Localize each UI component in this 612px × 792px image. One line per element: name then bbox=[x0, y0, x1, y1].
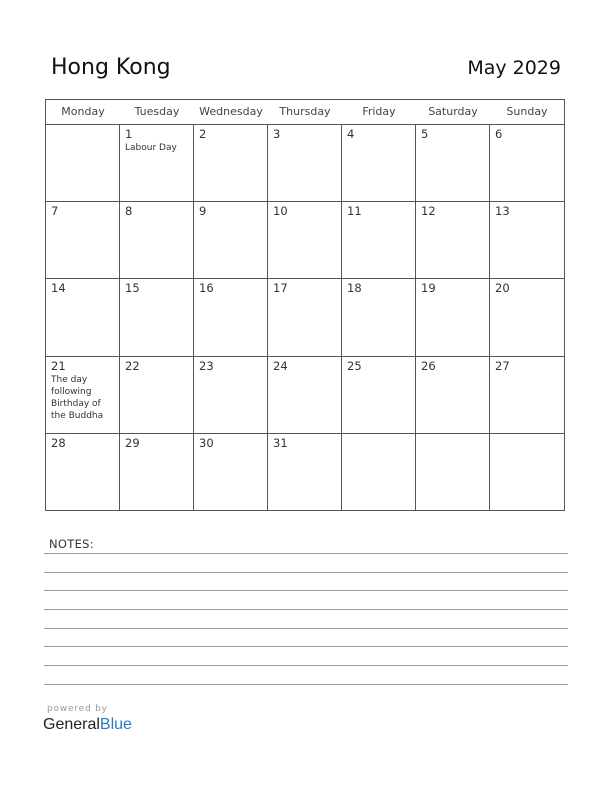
day-cell bbox=[120, 434, 194, 511]
day-number: 1 bbox=[125, 127, 133, 141]
day-number: 29 bbox=[125, 435, 140, 450]
day-cell bbox=[490, 125, 564, 202]
weekday-label: Sunday bbox=[506, 105, 548, 118]
day-cell bbox=[46, 202, 120, 279]
day-number: 27 bbox=[495, 358, 510, 373]
day-number: 18 bbox=[347, 281, 362, 296]
day-number: 2 bbox=[199, 127, 207, 141]
day-cell bbox=[416, 202, 490, 279]
day-number: 31 bbox=[273, 435, 288, 450]
day-cell bbox=[268, 125, 342, 202]
month-year-title: May 2029 bbox=[467, 57, 561, 79]
day-cell bbox=[490, 202, 564, 279]
weekday-label: Friday bbox=[362, 105, 396, 118]
note-line bbox=[44, 609, 568, 610]
day-number: 28 bbox=[51, 435, 66, 450]
day-cell bbox=[416, 125, 490, 202]
day-number: 26 bbox=[421, 358, 436, 373]
day-cell bbox=[120, 357, 194, 434]
day-cell bbox=[268, 202, 342, 279]
day-number: 12 bbox=[421, 204, 436, 219]
day-cell bbox=[490, 434, 564, 511]
day-cell bbox=[120, 279, 194, 356]
day-number: 10 bbox=[273, 204, 288, 219]
day-number: 23 bbox=[199, 358, 214, 373]
holiday-label: The day following Birthday of the Buddha bbox=[51, 374, 104, 421]
weekday-label: Tuesday bbox=[134, 105, 180, 118]
day-cell bbox=[416, 434, 490, 511]
day-number: 22 bbox=[125, 358, 140, 373]
day-cell bbox=[490, 357, 564, 434]
day-cell bbox=[120, 125, 194, 202]
day-number: 30 bbox=[199, 435, 214, 450]
weekday-header bbox=[46, 100, 564, 125]
day-number: 21 bbox=[51, 358, 66, 373]
day-number: 25 bbox=[347, 358, 362, 373]
powered-by-text: powered by bbox=[47, 704, 108, 714]
day-number: 24 bbox=[273, 358, 288, 373]
day-cell bbox=[268, 279, 342, 356]
day-cell bbox=[490, 279, 564, 356]
brand-logo bbox=[43, 716, 132, 734]
weekday-label: Saturday bbox=[428, 105, 478, 118]
calendar-grid bbox=[45, 99, 565, 511]
brand-blue: Blue bbox=[99, 716, 132, 733]
brand-general: General bbox=[43, 716, 100, 733]
day-cell bbox=[268, 434, 342, 511]
note-line bbox=[44, 572, 568, 573]
day-cell bbox=[46, 279, 120, 356]
note-line bbox=[44, 684, 568, 685]
day-cell bbox=[46, 434, 120, 511]
note-line bbox=[44, 646, 568, 647]
day-number: 13 bbox=[495, 204, 510, 219]
day-cell bbox=[342, 125, 416, 202]
day-cell bbox=[268, 357, 342, 434]
weekday-label: Thursday bbox=[279, 105, 331, 118]
region-title: Hong Kong bbox=[51, 55, 171, 80]
day-cell bbox=[342, 279, 416, 356]
holiday-label: Labour Day bbox=[125, 143, 177, 153]
day-number: 19 bbox=[421, 281, 436, 296]
day-number: 14 bbox=[51, 281, 66, 296]
day-cell bbox=[342, 434, 416, 511]
day-number: 8 bbox=[125, 204, 133, 219]
day-number: 6 bbox=[495, 127, 503, 141]
day-number: 16 bbox=[199, 281, 214, 296]
day-cell bbox=[194, 125, 268, 202]
calendar-body bbox=[46, 125, 564, 511]
day-cell bbox=[46, 125, 120, 202]
note-line bbox=[44, 665, 568, 666]
note-line bbox=[44, 590, 568, 591]
day-number: 9 bbox=[199, 204, 207, 219]
weekday-label: Wednesday bbox=[199, 105, 263, 118]
day-number: 5 bbox=[421, 127, 429, 141]
day-number: 11 bbox=[347, 204, 362, 219]
day-number: 3 bbox=[273, 127, 281, 141]
day-number: 20 bbox=[495, 281, 510, 296]
day-cell bbox=[194, 357, 268, 434]
day-cell bbox=[416, 279, 490, 356]
day-cell bbox=[194, 202, 268, 279]
day-number: 4 bbox=[347, 127, 355, 141]
day-number: 17 bbox=[273, 281, 288, 296]
day-number: 7 bbox=[51, 204, 59, 219]
day-cell bbox=[342, 357, 416, 434]
day-cell bbox=[194, 434, 268, 511]
day-cell bbox=[342, 202, 416, 279]
day-cell bbox=[194, 279, 268, 356]
day-number: 15 bbox=[125, 281, 140, 296]
day-cell bbox=[120, 202, 194, 279]
note-line bbox=[44, 553, 568, 554]
day-cell bbox=[46, 357, 120, 434]
note-line bbox=[44, 628, 568, 629]
notes-label: NOTES: bbox=[49, 537, 94, 551]
day-cell bbox=[416, 357, 490, 434]
weekday-label: Monday bbox=[61, 105, 105, 118]
